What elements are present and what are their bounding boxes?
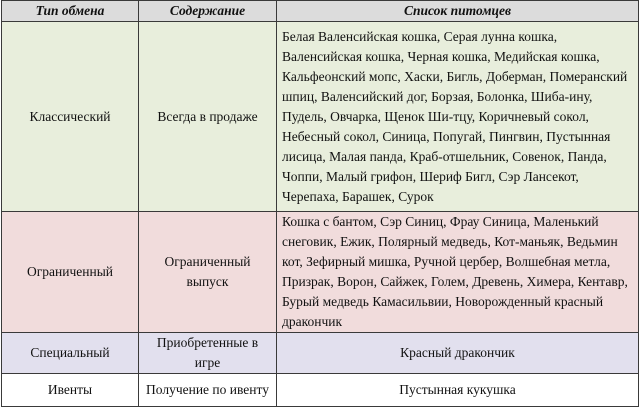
pet-exchange-table	[1, 0, 639, 407]
cell-type: Ограниченный	[2, 212, 139, 333]
table-row-classic	[2, 22, 639, 212]
cell-type: Специальный	[2, 333, 139, 374]
table-row-special	[2, 333, 639, 374]
cell-type: Ивенты	[2, 374, 139, 407]
cell-type: Классический	[2, 22, 139, 212]
cell-content: Получение по ивенту	[139, 374, 277, 407]
cell-content: Ограниченный выпуск	[139, 212, 277, 333]
header-exchange-type: Тип обмена	[2, 1, 139, 22]
header-content: Содержание	[139, 1, 277, 22]
header-pet-list: Список питомцев	[277, 1, 639, 22]
cell-pet-list: Красный дракончик	[277, 333, 639, 374]
cell-pet-list: Пустынная кукушка	[277, 374, 639, 407]
table-header-row	[2, 1, 639, 22]
cell-content: Приобретенные в игре	[139, 333, 277, 374]
cell-content: Всегда в продаже	[139, 22, 277, 212]
cell-pet-list: Белая Валенсийская кошка, Серая лунна кошка, Валенсийская кошка, Черная кошка, Медийская кошка, Кальфеонский мопс, Хаски, Бигль, Доберман, Померанский шпиц, Валенсийский дог, Борзая, Болонка, Шиба-ину, Пудель, Овчарка, Щенок Ши-тцу, Коричневый сокол, Небесный сокол, Синица, Попугай, Пингвин, Пустынная лисица, Малая панда, Краб-отшельник, Совенок, Панда, Чоппи, Малый грифон, Шериф Бигл, Сэр Лансекот, Черепаха, Барашек, Сурок	[277, 22, 639, 212]
cell-pet-list: Кошка с бантом, Сэр Синиц, Фрау Синица, Маленький снеговик, Ежик, Полярный медведь, Кот-маньяк, Ведьмин кот, Зефирный мишка, Ручной цербер, Волшебная метла, Призрак, Ворон, Сайжек, Голем, Древень, Химера, Кентавр, Бурый медведь Камасильвии, Новорожденный красный дракончик	[277, 212, 639, 333]
table-row-limited	[2, 212, 639, 333]
